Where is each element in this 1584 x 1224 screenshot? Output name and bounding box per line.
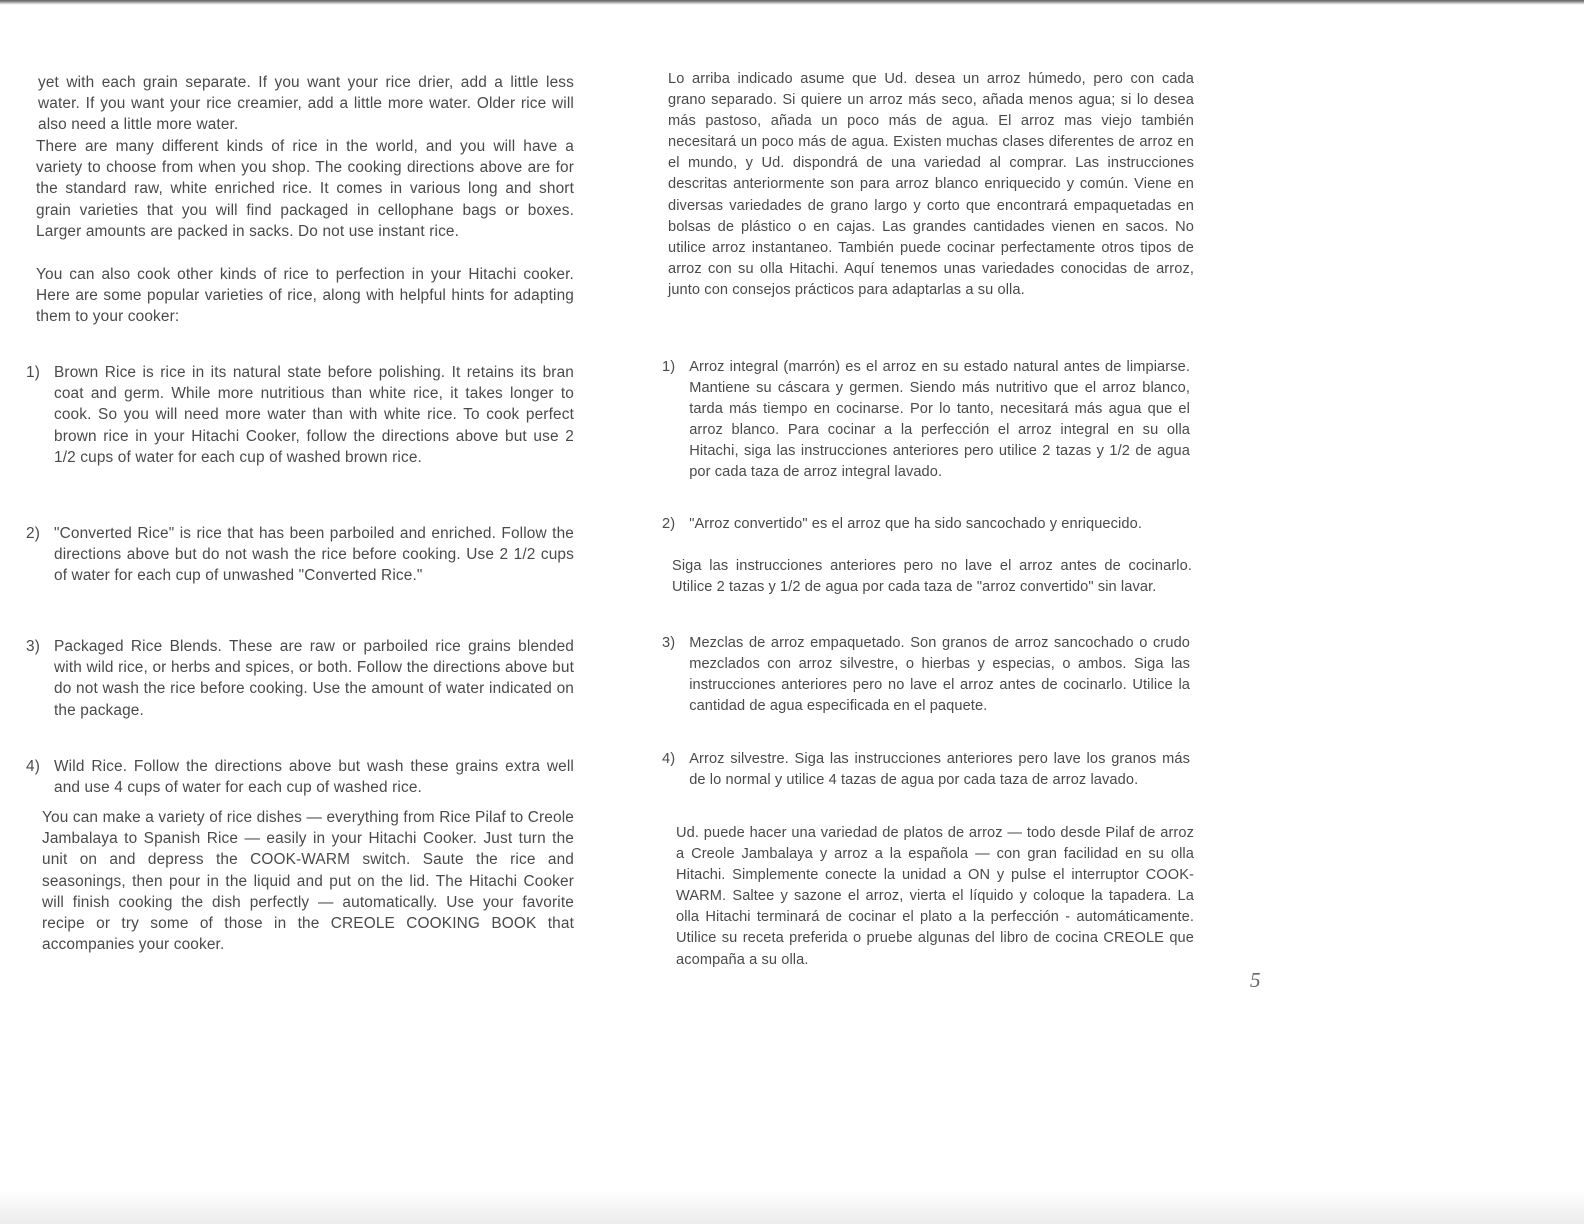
english-list-item-1 <box>26 362 574 468</box>
list-number: 3) <box>26 638 40 655</box>
list-item-text: Mezclas de arroz empaquetado. Son granos de arroz sancochado o crudo mezclados con arroz silvestre, o hierbas y especias, o ambos. Siga las instrucciones anteriores pero no lave el arroz antes de cocinarlo. Utilice la cantidad de agua especificada en el paquete. <box>689 635 1190 715</box>
english-intro-paragraph: yet with each grain separate. If you want your rice drier, add a little less water. If you want your rice creamier, add a little more water. Older rice will also need a little more water. <box>38 74 574 134</box>
english-varieties-paragraph: There are many different kinds of rice in the world, and you will have a variety to choose from when you shop. The cooking directions above are for the standard raw, white enriched rice. It comes in various long and short grain varieties that you will find packaged in cellophane bags or boxes. Larger amounts are packed in sacks. Do not use instant rice. <box>36 138 574 240</box>
english-closing-paragraph: You can make a variety of rice dishes — everything from Rice Pilaf to Creole Jambalaya to Spanish Rice — easily in your Hitachi Cooker. Just turn the unit on and depress the COOK-WARM switch. Saute the rice and seasonings, then pour in the liquid and put on the lid. The Hitachi Cooker will finish cooking the dish perfectly — automatically. Use your favorite recipe or try some of those in the CREOLE COOKING BOOK that accompanies your cooker. <box>42 809 574 954</box>
spanish-list-item-4 <box>662 749 1190 791</box>
english-list-item-2 <box>26 523 574 587</box>
english-list-item-3 <box>26 636 574 721</box>
list-number: 2) <box>662 516 676 532</box>
spanish-list-item-2 <box>662 514 1190 535</box>
list-item-text: "Arroz convertido" es el arroz que ha sido sancochado y enriquecido. <box>689 516 1142 532</box>
list-number: 4) <box>662 751 676 767</box>
page-number: 5 <box>1250 968 1261 992</box>
list-number: 4) <box>26 758 40 775</box>
list-item-text: Packaged Rice Blends. These are raw or parboiled rice grains blended with wild rice, or herbs and spices, or both. Follow the directions above but do not wash the rice before cooking. Use the amount of water indicated on the package. <box>54 638 574 719</box>
list-item-text: Arroz silvestre. Siga las instrucciones anteriores pero lave los granos más de lo normal y utilice 4 tazas de agua por cada taza de arroz lavado. <box>689 751 1190 789</box>
scan-bottom-shadow <box>0 1190 1584 1224</box>
spanish-intro-paragraph: Lo arriba indicado asume que Ud. desea un arroz húmedo, pero con cada grano separado. Si quiere un arroz más seco, añada menos agua; si lo desea más pastoso, añada un poco más de agua. El arroz mas viejo también necesitará un poco más de agua. Existen muchas clases diferentes de arroz en el mundo, y Ud. dispondrá de una variedad al comprar. Las instrucciones descritas anteriormente son para arroz blanco enriquecido y común. Viene en diversas variedades de grano largo y corto que encontrará empaquetadas en bolsas de plástico o en cajas. Las grandes cantidades vienen en sacos. No utilice arroz instantaneo. También puede cocinar perfectamente otros tipos de arroz con su olla Hitachi. Aquí tenemos unas variedades conocidas de arroz, junto con consejos prácticos para adaptarlas a su olla. <box>668 71 1194 298</box>
spanish-item-2-continuation: Siga las instrucciones anteriores pero no lave el arroz antes de cocinarlo. Utilice 2 tazas y 1/2 de agua por cada taza de "arroz convertido" sin lavar. <box>672 558 1192 596</box>
english-list-item-4 <box>26 756 574 798</box>
list-item-text: Arroz integral (marrón) es el arroz en su estado natural antes de limpiarse. Mantiene su cáscara y germen. Siendo más nutritivo que el arroz blanco, tarda más tiempo en cocinarse. Por lo tanto, necesitará más agua que el arroz blanco. Para cocinar a la perfección el arroz integral en su olla Hitachi, siga las instrucciones anteriores pero utilice 2 tazas y 1/2 de agua por cada taza de arroz integral lavado. <box>689 359 1190 481</box>
list-number: 1) <box>26 364 40 381</box>
spanish-closing-paragraph: Ud. puede hacer una variedad de platos de arroz — todo desde Pilaf de arroz a Creole Jambalaya y arroz a la española — con gran facilidad en su olla Hitachi. Simplemente conecte la unidad a ON y pulse el interruptor COOK-WARM. Saltee y sazone el arroz, vierta el líquido y coloque la tapadera. La olla Hitachi terminará de cocinar el plato a la perfección - automáticamente. Utilice su receta preferida o pruebe algunas del libro de cocina CREOLE que acompaña a su olla. <box>676 825 1194 968</box>
list-item-text: "Converted Rice" is rice that has been parboiled and enriched. Follow the directions above but do not wash the rice before cooking. Use 2 1/2 cups of water for each cup of unwashed "Converted Rice." <box>54 525 574 585</box>
list-number: 2) <box>26 525 40 542</box>
list-item-text: Brown Rice is rice in its natural state before polishing. It retains its bran coat and germ. While more nutritious than white rice, it takes longer to cook. So you will need more water than with white rice. To cook perfect brown rice in your Hitachi Cooker, follow the directions above but use 2 1/2 cups of water for each cup of washed brown rice. <box>54 364 574 466</box>
english-other-kinds-paragraph: You can also cook other kinds of rice to perfection in your Hitachi cooker. Here are some popular varieties of rice, along with helpful hints for adapting them to your cooker: <box>36 266 574 326</box>
scan-top-edge <box>0 0 1584 5</box>
spanish-list-item-3 <box>662 633 1190 717</box>
list-item-text: Wild Rice. Follow the directions above but wash these grains extra well and use 4 cups of water for each cup of washed rice. <box>54 758 574 797</box>
spanish-list-item-1 <box>662 357 1190 484</box>
list-number: 1) <box>662 359 676 375</box>
list-number: 3) <box>662 635 676 651</box>
